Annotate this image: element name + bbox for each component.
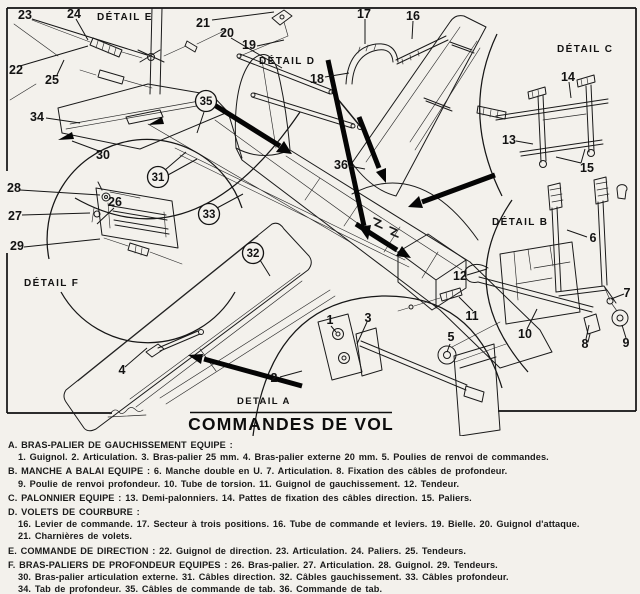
callout-36: 36	[334, 158, 348, 172]
legend-line-b1: 9. Poulie de renvoi profondeur. 10. Tube de torsion. 11. Guignol de gauchissement. 12. Tendeur.	[18, 478, 460, 489]
detail-c-label: DÉTAIL C	[557, 44, 614, 55]
detail-f-label: DÉTAIL F	[24, 278, 80, 289]
callout-7: 7	[623, 286, 631, 300]
callout-32: 32	[246, 248, 260, 261]
callout-29: 29	[10, 239, 24, 253]
callout-10: 10	[518, 327, 532, 341]
legend	[8, 437, 638, 594]
detail-e-label: DÉTAIL E	[97, 12, 153, 23]
detail-b-label: DÉTAIL B	[492, 217, 549, 228]
callout-5: 5	[447, 330, 455, 344]
callout-13: 13	[502, 133, 516, 147]
callout-4: 4	[118, 363, 126, 377]
legend-line-a1: 1. Guignol. 2. Articulation. 3. Bras-palier 25 mm. 4. Bras-palier externe 20 mm. 5. Poulies de renvoi de commandes.	[18, 452, 549, 463]
callout-11: 11	[465, 309, 479, 323]
callout-28: 28	[7, 181, 21, 195]
legend-line-f2: 34. Tab de profondeur. 35. Câbles de commande de tab. 36. Commande de tab.	[18, 584, 383, 594]
callout-17: 17	[357, 7, 371, 21]
legend-line-d: D. VOLETS DE COURBURE :	[8, 507, 140, 518]
callout-6: 6	[589, 231, 597, 245]
legend-line-a: A. BRAS-PALIER DE GAUCHISSEMENT EQUIPE :	[8, 440, 233, 450]
legend-line-e: E. COMMANDE DE DIRECTION : 22. Guignol de direction. 23. Articulation. 24. Paliers. 25. Tendeurs.	[8, 545, 467, 556]
callout-14: 14	[561, 70, 575, 84]
detail-b-inset	[398, 177, 628, 342]
callout-8: 8	[581, 337, 589, 351]
callout-3: 3	[364, 311, 372, 325]
callout-23: 23	[18, 8, 32, 22]
callout-12: 12	[453, 269, 467, 283]
detail-d-label: DÉTAIL D	[259, 56, 316, 67]
title-block	[188, 413, 394, 435]
callout-15: 15	[580, 161, 594, 175]
legend-line-d1: 16. Levier de commande. 17. Secteur à trois positions. 16. Tube de commande et leviers. 19. Bielle. 20. Guignol d'attaque.	[18, 519, 580, 530]
callout-34: 34	[30, 110, 44, 124]
callout-9: 9	[622, 336, 630, 350]
page-title: COMMANDES DE VOL	[188, 414, 394, 434]
legend-line-c: C. PALONNIER EQUIPE : 13. Demi-palonniers. 14. Pattes de fixation des câbles direction. 15. Paliers.	[8, 492, 472, 503]
callout-2: 2	[270, 371, 278, 385]
callout-21: 21	[196, 16, 210, 30]
detail-f-inset	[92, 182, 182, 264]
legend-line-b: B. MANCHE A BALAI EQUIPE : 6. Manche double en U. 7. Articulation. 8. Fixation des câbles de profondeur.	[8, 466, 508, 477]
aircraft-art	[10, 16, 552, 431]
callout-30: 30	[96, 148, 110, 162]
callout-33: 33	[202, 209, 216, 222]
callout-19: 19	[242, 38, 256, 52]
legend-line-f: F. BRAS-PALIERS DE PROFONDEUR EQUIPES : 26. Bras-palier. 27. Articulation. 28. Guignol. 29. Tendeurs.	[8, 559, 498, 570]
callout-26: 26	[108, 195, 122, 209]
callout-numbers	[7, 7, 630, 385]
callout-24: 24	[67, 7, 81, 21]
callout-18: 18	[310, 72, 324, 86]
legend-line-d2: 21. Charnières de volets.	[18, 531, 133, 542]
callout-25: 25	[45, 73, 59, 87]
legend-line-f1: 30. Bras-palier articulation externe. 31. Câbles direction. 32. Câbles gauchissement. 33. Câbles profondeur.	[18, 572, 509, 583]
callout-22: 22	[9, 63, 23, 77]
callout-35: 35	[199, 96, 213, 109]
callout-16: 16	[406, 9, 420, 23]
circled-callouts	[148, 91, 264, 264]
callout-31: 31	[151, 172, 165, 185]
callout-1: 1	[326, 313, 334, 327]
callout-20: 20	[220, 26, 234, 40]
detail-c-inset	[477, 75, 627, 199]
detail-a-label: DETAIL A	[237, 396, 291, 407]
callout-27: 27	[8, 209, 22, 223]
